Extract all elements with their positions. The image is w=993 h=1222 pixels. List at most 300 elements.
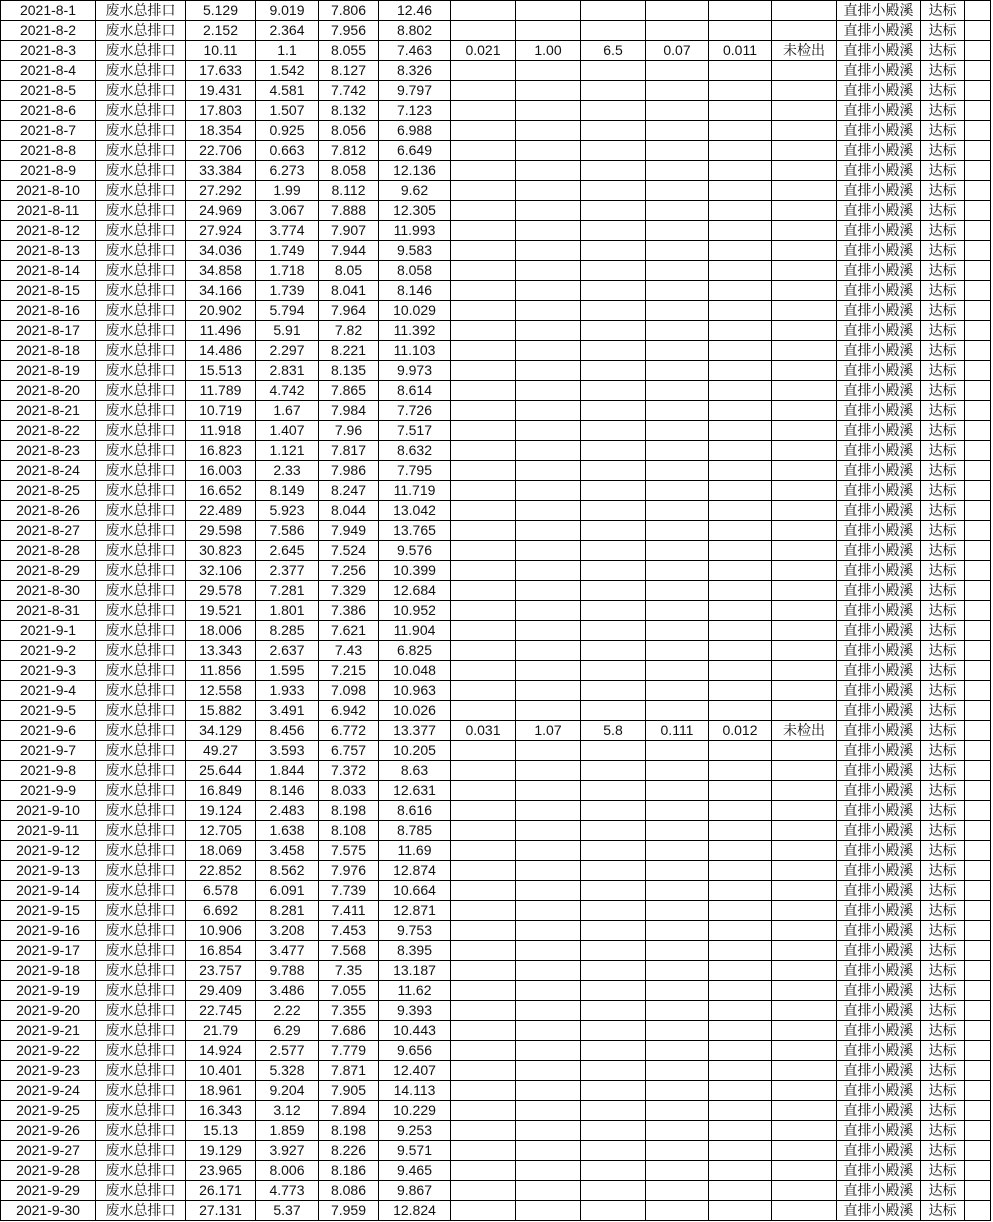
- cell-discharge-note[interactable]: 直排小殿溪: [837, 621, 921, 641]
- cell-extra-5[interactable]: [709, 461, 772, 481]
- cell-extra-6[interactable]: [772, 1141, 837, 1161]
- cell-extra-5[interactable]: [709, 1041, 772, 1061]
- cell-value-3[interactable]: 6.772: [319, 721, 379, 741]
- cell-value-2[interactable]: 1.595: [256, 661, 319, 681]
- cell-trailing-empty[interactable]: [965, 1041, 991, 1061]
- cell-value-1[interactable]: 10.401: [186, 1061, 256, 1081]
- cell-value-1[interactable]: 19.129: [186, 1141, 256, 1161]
- cell-compliance[interactable]: 达标: [921, 1181, 965, 1201]
- cell-date[interactable]: 2021-8-22: [1, 421, 96, 441]
- cell-extra-3[interactable]: [581, 1101, 646, 1121]
- cell-extra-2[interactable]: [516, 341, 581, 361]
- cell-date[interactable]: 2021-9-12: [1, 841, 96, 861]
- cell-value-1[interactable]: 18.069: [186, 841, 256, 861]
- cell-extra-4[interactable]: [646, 81, 709, 101]
- cell-extra-1[interactable]: [451, 261, 516, 281]
- cell-extra-4[interactable]: [646, 701, 709, 721]
- cell-compliance[interactable]: 达标: [921, 221, 965, 241]
- cell-extra-4[interactable]: [646, 381, 709, 401]
- cell-value-3[interactable]: 7.329: [319, 581, 379, 601]
- cell-trailing-empty[interactable]: [965, 201, 991, 221]
- cell-discharge-note[interactable]: 直排小殿溪: [837, 281, 921, 301]
- cell-value-1[interactable]: 18.961: [186, 1081, 256, 1101]
- cell-compliance[interactable]: 达标: [921, 461, 965, 481]
- cell-extra-4[interactable]: [646, 441, 709, 461]
- cell-extra-1[interactable]: [451, 761, 516, 781]
- cell-value-1[interactable]: 11.496: [186, 321, 256, 341]
- cell-extra-1[interactable]: [451, 841, 516, 861]
- cell-value-3[interactable]: 7.956: [319, 21, 379, 41]
- cell-extra-4[interactable]: [646, 1161, 709, 1181]
- cell-extra-5[interactable]: [709, 201, 772, 221]
- cell-extra-2[interactable]: [516, 881, 581, 901]
- cell-value-3[interactable]: 7.575: [319, 841, 379, 861]
- cell-extra-5[interactable]: 0.012: [709, 721, 772, 741]
- cell-value-2[interactable]: 1.121: [256, 441, 319, 461]
- cell-trailing-empty[interactable]: [965, 21, 991, 41]
- cell-value-3[interactable]: 8.198: [319, 801, 379, 821]
- cell-outlet-name[interactable]: 废水总排口: [96, 261, 186, 281]
- cell-date[interactable]: 2021-9-15: [1, 901, 96, 921]
- cell-compliance[interactable]: 达标: [921, 341, 965, 361]
- cell-discharge-note[interactable]: 直排小殿溪: [837, 961, 921, 981]
- cell-value-1[interactable]: 6.692: [186, 901, 256, 921]
- cell-outlet-name[interactable]: 废水总排口: [96, 161, 186, 181]
- cell-outlet-name[interactable]: 废水总排口: [96, 901, 186, 921]
- cell-date[interactable]: 2021-8-13: [1, 241, 96, 261]
- cell-extra-3[interactable]: [581, 521, 646, 541]
- cell-discharge-note[interactable]: 直排小殿溪: [837, 661, 921, 681]
- cell-date[interactable]: 2021-8-20: [1, 381, 96, 401]
- cell-value-2[interactable]: 5.37: [256, 1201, 319, 1221]
- cell-discharge-note[interactable]: 直排小殿溪: [837, 21, 921, 41]
- cell-extra-6[interactable]: [772, 701, 837, 721]
- cell-discharge-note[interactable]: 直排小殿溪: [837, 641, 921, 661]
- cell-extra-4[interactable]: [646, 361, 709, 381]
- cell-extra-6[interactable]: [772, 1081, 837, 1101]
- cell-compliance[interactable]: 达标: [921, 261, 965, 281]
- cell-extra-5[interactable]: [709, 541, 772, 561]
- cell-extra-5[interactable]: [709, 981, 772, 1001]
- cell-date[interactable]: 2021-8-6: [1, 101, 96, 121]
- cell-value-3[interactable]: 8.221: [319, 341, 379, 361]
- cell-trailing-empty[interactable]: [965, 1101, 991, 1121]
- cell-extra-4[interactable]: [646, 1001, 709, 1021]
- cell-compliance[interactable]: 达标: [921, 21, 965, 41]
- cell-extra-1[interactable]: [451, 161, 516, 181]
- cell-discharge-note[interactable]: 直排小殿溪: [837, 881, 921, 901]
- cell-trailing-empty[interactable]: [965, 1161, 991, 1181]
- cell-extra-6[interactable]: [772, 581, 837, 601]
- cell-extra-6[interactable]: [772, 301, 837, 321]
- cell-outlet-name[interactable]: 废水总排口: [96, 601, 186, 621]
- cell-compliance[interactable]: 达标: [921, 421, 965, 441]
- cell-value-3[interactable]: 7.888: [319, 201, 379, 221]
- cell-extra-1[interactable]: [451, 521, 516, 541]
- cell-value-4[interactable]: 11.69: [379, 841, 451, 861]
- cell-date[interactable]: 2021-8-9: [1, 161, 96, 181]
- cell-outlet-name[interactable]: 废水总排口: [96, 1081, 186, 1101]
- cell-extra-2[interactable]: [516, 941, 581, 961]
- cell-extra-2[interactable]: [516, 361, 581, 381]
- cell-trailing-empty[interactable]: [965, 1061, 991, 1081]
- cell-date[interactable]: 2021-9-27: [1, 1141, 96, 1161]
- cell-extra-5[interactable]: [709, 221, 772, 241]
- cell-value-3[interactable]: 6.942: [319, 701, 379, 721]
- cell-extra-4[interactable]: [646, 141, 709, 161]
- cell-compliance[interactable]: 达标: [921, 1121, 965, 1141]
- cell-extra-1[interactable]: [451, 1021, 516, 1041]
- cell-value-4[interactable]: 11.62: [379, 981, 451, 1001]
- cell-extra-1[interactable]: [451, 361, 516, 381]
- cell-date[interactable]: 2021-9-13: [1, 861, 96, 881]
- cell-value-2[interactable]: 1.844: [256, 761, 319, 781]
- cell-extra-3[interactable]: [581, 1141, 646, 1161]
- cell-value-3[interactable]: 8.058: [319, 161, 379, 181]
- cell-extra-5[interactable]: [709, 821, 772, 841]
- cell-extra-6[interactable]: [772, 1001, 837, 1021]
- cell-value-4[interactable]: 10.952: [379, 601, 451, 621]
- cell-value-1[interactable]: 49.27: [186, 741, 256, 761]
- cell-extra-1[interactable]: [451, 141, 516, 161]
- cell-value-4[interactable]: 12.407: [379, 1061, 451, 1081]
- cell-extra-4[interactable]: [646, 921, 709, 941]
- cell-extra-6[interactable]: [772, 841, 837, 861]
- cell-date[interactable]: 2021-9-21: [1, 1021, 96, 1041]
- cell-outlet-name[interactable]: 废水总排口: [96, 1201, 186, 1221]
- cell-extra-3[interactable]: [581, 461, 646, 481]
- cell-trailing-empty[interactable]: [965, 461, 991, 481]
- cell-discharge-note[interactable]: 直排小殿溪: [837, 81, 921, 101]
- cell-outlet-name[interactable]: 废水总排口: [96, 61, 186, 81]
- cell-extra-1[interactable]: [451, 641, 516, 661]
- cell-extra-2[interactable]: [516, 821, 581, 841]
- cell-extra-2[interactable]: [516, 1, 581, 21]
- cell-extra-2[interactable]: [516, 1201, 581, 1221]
- cell-discharge-note[interactable]: 直排小殿溪: [837, 1021, 921, 1041]
- cell-compliance[interactable]: 达标: [921, 941, 965, 961]
- cell-value-2[interactable]: 8.149: [256, 481, 319, 501]
- cell-value-3[interactable]: 8.112: [319, 181, 379, 201]
- cell-extra-4[interactable]: [646, 541, 709, 561]
- cell-extra-3[interactable]: [581, 781, 646, 801]
- cell-compliance[interactable]: 达标: [921, 781, 965, 801]
- cell-value-4[interactable]: 6.825: [379, 641, 451, 661]
- cell-discharge-note[interactable]: 直排小殿溪: [837, 941, 921, 961]
- cell-trailing-empty[interactable]: [965, 1201, 991, 1221]
- cell-value-2[interactable]: 1.638: [256, 821, 319, 841]
- cell-date[interactable]: 2021-9-9: [1, 781, 96, 801]
- cell-value-3[interactable]: 8.044: [319, 501, 379, 521]
- cell-extra-2[interactable]: [516, 241, 581, 261]
- cell-extra-6[interactable]: [772, 221, 837, 241]
- cell-value-2[interactable]: 8.146: [256, 781, 319, 801]
- cell-discharge-note[interactable]: 直排小殿溪: [837, 1, 921, 21]
- cell-extra-1[interactable]: [451, 781, 516, 801]
- cell-extra-5[interactable]: [709, 521, 772, 541]
- cell-value-4[interactable]: 7.726: [379, 401, 451, 421]
- cell-trailing-empty[interactable]: [965, 341, 991, 361]
- cell-value-3[interactable]: 7.905: [319, 1081, 379, 1101]
- cell-value-3[interactable]: 8.186: [319, 1161, 379, 1181]
- cell-extra-5[interactable]: [709, 1121, 772, 1141]
- cell-extra-5[interactable]: [709, 881, 772, 901]
- cell-extra-6[interactable]: [772, 261, 837, 281]
- cell-value-2[interactable]: 3.486: [256, 981, 319, 1001]
- cell-value-3[interactable]: 8.198: [319, 1121, 379, 1141]
- cell-extra-6[interactable]: [772, 61, 837, 81]
- cell-extra-2[interactable]: 1.00: [516, 41, 581, 61]
- cell-extra-2[interactable]: [516, 601, 581, 621]
- cell-discharge-note[interactable]: 直排小殿溪: [837, 901, 921, 921]
- cell-discharge-note[interactable]: 直排小殿溪: [837, 701, 921, 721]
- cell-trailing-empty[interactable]: [965, 701, 991, 721]
- cell-value-3[interactable]: 7.817: [319, 441, 379, 461]
- cell-discharge-note[interactable]: 直排小殿溪: [837, 41, 921, 61]
- cell-value-2[interactable]: 0.925: [256, 121, 319, 141]
- cell-outlet-name[interactable]: 废水总排口: [96, 501, 186, 521]
- cell-extra-1[interactable]: [451, 601, 516, 621]
- cell-extra-5[interactable]: [709, 581, 772, 601]
- cell-value-2[interactable]: 5.91: [256, 321, 319, 341]
- cell-discharge-note[interactable]: 直排小殿溪: [837, 581, 921, 601]
- cell-extra-6[interactable]: [772, 561, 837, 581]
- cell-compliance[interactable]: 达标: [921, 581, 965, 601]
- cell-outlet-name[interactable]: 废水总排口: [96, 821, 186, 841]
- cell-extra-3[interactable]: [581, 1121, 646, 1141]
- cell-extra-3[interactable]: [581, 101, 646, 121]
- cell-value-4[interactable]: 10.048: [379, 661, 451, 681]
- cell-discharge-note[interactable]: 直排小殿溪: [837, 301, 921, 321]
- cell-value-2[interactable]: 7.281: [256, 581, 319, 601]
- cell-compliance[interactable]: 达标: [921, 961, 965, 981]
- cell-extra-2[interactable]: [516, 1021, 581, 1041]
- cell-extra-2[interactable]: [516, 161, 581, 181]
- cell-value-3[interactable]: 7.976: [319, 861, 379, 881]
- cell-extra-2[interactable]: [516, 741, 581, 761]
- cell-extra-1[interactable]: [451, 21, 516, 41]
- cell-value-3[interactable]: 7.524: [319, 541, 379, 561]
- cell-value-2[interactable]: 3.927: [256, 1141, 319, 1161]
- cell-value-3[interactable]: 8.055: [319, 41, 379, 61]
- cell-extra-1[interactable]: [451, 1121, 516, 1141]
- cell-extra-1[interactable]: [451, 741, 516, 761]
- cell-extra-5[interactable]: [709, 81, 772, 101]
- cell-value-4[interactable]: 12.874: [379, 861, 451, 881]
- cell-extra-4[interactable]: [646, 1141, 709, 1161]
- cell-extra-4[interactable]: [646, 321, 709, 341]
- cell-compliance[interactable]: 达标: [921, 921, 965, 941]
- cell-extra-6[interactable]: [772, 861, 837, 881]
- cell-trailing-empty[interactable]: [965, 121, 991, 141]
- cell-extra-3[interactable]: [581, 981, 646, 1001]
- cell-extra-6[interactable]: [772, 1021, 837, 1041]
- cell-extra-4[interactable]: [646, 941, 709, 961]
- cell-trailing-empty[interactable]: [965, 641, 991, 661]
- cell-extra-6[interactable]: 未检出: [772, 721, 837, 741]
- cell-value-2[interactable]: 8.456: [256, 721, 319, 741]
- cell-extra-5[interactable]: [709, 141, 772, 161]
- cell-extra-4[interactable]: 0.111: [646, 721, 709, 741]
- cell-date[interactable]: 2021-8-14: [1, 261, 96, 281]
- cell-outlet-name[interactable]: 废水总排口: [96, 141, 186, 161]
- cell-extra-4[interactable]: [646, 501, 709, 521]
- cell-outlet-name[interactable]: 废水总排口: [96, 221, 186, 241]
- cell-extra-6[interactable]: [772, 1041, 837, 1061]
- cell-value-4[interactable]: 9.571: [379, 1141, 451, 1161]
- cell-outlet-name[interactable]: 废水总排口: [96, 721, 186, 741]
- cell-extra-3[interactable]: [581, 161, 646, 181]
- cell-extra-4[interactable]: [646, 861, 709, 881]
- cell-compliance[interactable]: 达标: [921, 741, 965, 761]
- cell-date[interactable]: 2021-8-26: [1, 501, 96, 521]
- cell-date[interactable]: 2021-8-24: [1, 461, 96, 481]
- cell-value-1[interactable]: 16.849: [186, 781, 256, 801]
- cell-extra-5[interactable]: 0.011: [709, 41, 772, 61]
- cell-value-1[interactable]: 11.856: [186, 661, 256, 681]
- cell-extra-1[interactable]: [451, 421, 516, 441]
- cell-outlet-name[interactable]: 废水总排口: [96, 41, 186, 61]
- cell-extra-1[interactable]: [451, 681, 516, 701]
- cell-date[interactable]: 2021-8-18: [1, 341, 96, 361]
- cell-compliance[interactable]: 达标: [921, 521, 965, 541]
- cell-trailing-empty[interactable]: [965, 421, 991, 441]
- cell-extra-1[interactable]: [451, 1041, 516, 1061]
- cell-outlet-name[interactable]: 废水总排口: [96, 681, 186, 701]
- cell-discharge-note[interactable]: 直排小殿溪: [837, 361, 921, 381]
- cell-discharge-note[interactable]: 直排小殿溪: [837, 801, 921, 821]
- cell-compliance[interactable]: 达标: [921, 901, 965, 921]
- cell-extra-3[interactable]: [581, 221, 646, 241]
- cell-extra-3[interactable]: [581, 821, 646, 841]
- cell-outlet-name[interactable]: 废水总排口: [96, 701, 186, 721]
- cell-date[interactable]: 2021-9-24: [1, 1081, 96, 1101]
- cell-value-4[interactable]: 11.719: [379, 481, 451, 501]
- cell-trailing-empty[interactable]: [965, 221, 991, 241]
- cell-extra-5[interactable]: [709, 481, 772, 501]
- cell-value-1[interactable]: 12.558: [186, 681, 256, 701]
- cell-extra-3[interactable]: [581, 881, 646, 901]
- cell-extra-4[interactable]: [646, 1041, 709, 1061]
- cell-outlet-name[interactable]: 废水总排口: [96, 781, 186, 801]
- cell-discharge-note[interactable]: 直排小殿溪: [837, 741, 921, 761]
- cell-extra-4[interactable]: [646, 61, 709, 81]
- cell-value-1[interactable]: 2.152: [186, 21, 256, 41]
- cell-outlet-name[interactable]: 废水总排口: [96, 1161, 186, 1181]
- cell-outlet-name[interactable]: 废水总排口: [96, 541, 186, 561]
- cell-extra-3[interactable]: [581, 1061, 646, 1081]
- cell-value-1[interactable]: 29.409: [186, 981, 256, 1001]
- cell-extra-4[interactable]: [646, 801, 709, 821]
- cell-outlet-name[interactable]: 废水总排口: [96, 561, 186, 581]
- cell-value-4[interactable]: 12.631: [379, 781, 451, 801]
- cell-date[interactable]: 2021-8-19: [1, 361, 96, 381]
- cell-trailing-empty[interactable]: [965, 1081, 991, 1101]
- cell-extra-2[interactable]: [516, 921, 581, 941]
- cell-extra-4[interactable]: [646, 741, 709, 761]
- cell-extra-6[interactable]: [772, 1161, 837, 1181]
- cell-discharge-note[interactable]: 直排小殿溪: [837, 1201, 921, 1221]
- cell-extra-1[interactable]: 0.021: [451, 41, 516, 61]
- cell-value-4[interactable]: 7.517: [379, 421, 451, 441]
- cell-value-2[interactable]: 2.364: [256, 21, 319, 41]
- cell-compliance[interactable]: 达标: [921, 681, 965, 701]
- cell-value-3[interactable]: 7.812: [319, 141, 379, 161]
- cell-date[interactable]: 2021-8-5: [1, 81, 96, 101]
- cell-extra-5[interactable]: [709, 861, 772, 881]
- cell-extra-6[interactable]: [772, 1061, 837, 1081]
- cell-value-1[interactable]: 11.789: [186, 381, 256, 401]
- cell-discharge-note[interactable]: 直排小殿溪: [837, 521, 921, 541]
- cell-discharge-note[interactable]: 直排小殿溪: [837, 781, 921, 801]
- cell-trailing-empty[interactable]: [965, 981, 991, 1001]
- cell-extra-4[interactable]: [646, 661, 709, 681]
- cell-value-3[interactable]: 7.355: [319, 1001, 379, 1021]
- cell-trailing-empty[interactable]: [965, 1021, 991, 1041]
- cell-trailing-empty[interactable]: [965, 721, 991, 741]
- cell-trailing-empty[interactable]: [965, 561, 991, 581]
- cell-extra-3[interactable]: [581, 141, 646, 161]
- cell-discharge-note[interactable]: 直排小殿溪: [837, 141, 921, 161]
- cell-compliance[interactable]: 达标: [921, 641, 965, 661]
- cell-date[interactable]: 2021-9-28: [1, 1161, 96, 1181]
- cell-extra-3[interactable]: [581, 361, 646, 381]
- cell-trailing-empty[interactable]: [965, 541, 991, 561]
- cell-date[interactable]: 2021-9-17: [1, 941, 96, 961]
- cell-value-2[interactable]: 0.663: [256, 141, 319, 161]
- cell-value-4[interactable]: 12.824: [379, 1201, 451, 1221]
- cell-trailing-empty[interactable]: [965, 961, 991, 981]
- cell-value-2[interactable]: 4.581: [256, 81, 319, 101]
- cell-trailing-empty[interactable]: [965, 741, 991, 761]
- cell-value-4[interactable]: 12.305: [379, 201, 451, 221]
- cell-value-2[interactable]: 2.22: [256, 1001, 319, 1021]
- cell-outlet-name[interactable]: 废水总排口: [96, 441, 186, 461]
- cell-extra-2[interactable]: [516, 801, 581, 821]
- cell-extra-5[interactable]: [709, 741, 772, 761]
- cell-value-3[interactable]: 7.621: [319, 621, 379, 641]
- cell-extra-5[interactable]: [709, 601, 772, 621]
- cell-extra-6[interactable]: [772, 341, 837, 361]
- cell-outlet-name[interactable]: 废水总排口: [96, 1, 186, 21]
- cell-outlet-name[interactable]: 废水总排口: [96, 301, 186, 321]
- cell-value-1[interactable]: 30.823: [186, 541, 256, 561]
- cell-trailing-empty[interactable]: [965, 861, 991, 881]
- cell-extra-5[interactable]: [709, 1021, 772, 1041]
- cell-extra-1[interactable]: [451, 1181, 516, 1201]
- cell-trailing-empty[interactable]: [965, 881, 991, 901]
- cell-trailing-empty[interactable]: [965, 441, 991, 461]
- cell-extra-5[interactable]: [709, 161, 772, 181]
- cell-extra-5[interactable]: [709, 1161, 772, 1181]
- cell-compliance[interactable]: 达标: [921, 1141, 965, 1161]
- cell-extra-3[interactable]: [581, 921, 646, 941]
- cell-trailing-empty[interactable]: [965, 141, 991, 161]
- cell-extra-2[interactable]: [516, 501, 581, 521]
- cell-extra-2[interactable]: [516, 261, 581, 281]
- cell-extra-1[interactable]: [451, 461, 516, 481]
- cell-extra-1[interactable]: [451, 341, 516, 361]
- cell-value-1[interactable]: 10.11: [186, 41, 256, 61]
- cell-extra-1[interactable]: [451, 1081, 516, 1101]
- cell-value-4[interactable]: 9.753: [379, 921, 451, 941]
- cell-value-3[interactable]: 7.742: [319, 81, 379, 101]
- cell-discharge-note[interactable]: 直排小殿溪: [837, 461, 921, 481]
- cell-value-4[interactable]: 10.443: [379, 1021, 451, 1041]
- cell-extra-4[interactable]: [646, 981, 709, 1001]
- cell-extra-5[interactable]: [709, 501, 772, 521]
- cell-extra-5[interactable]: [709, 181, 772, 201]
